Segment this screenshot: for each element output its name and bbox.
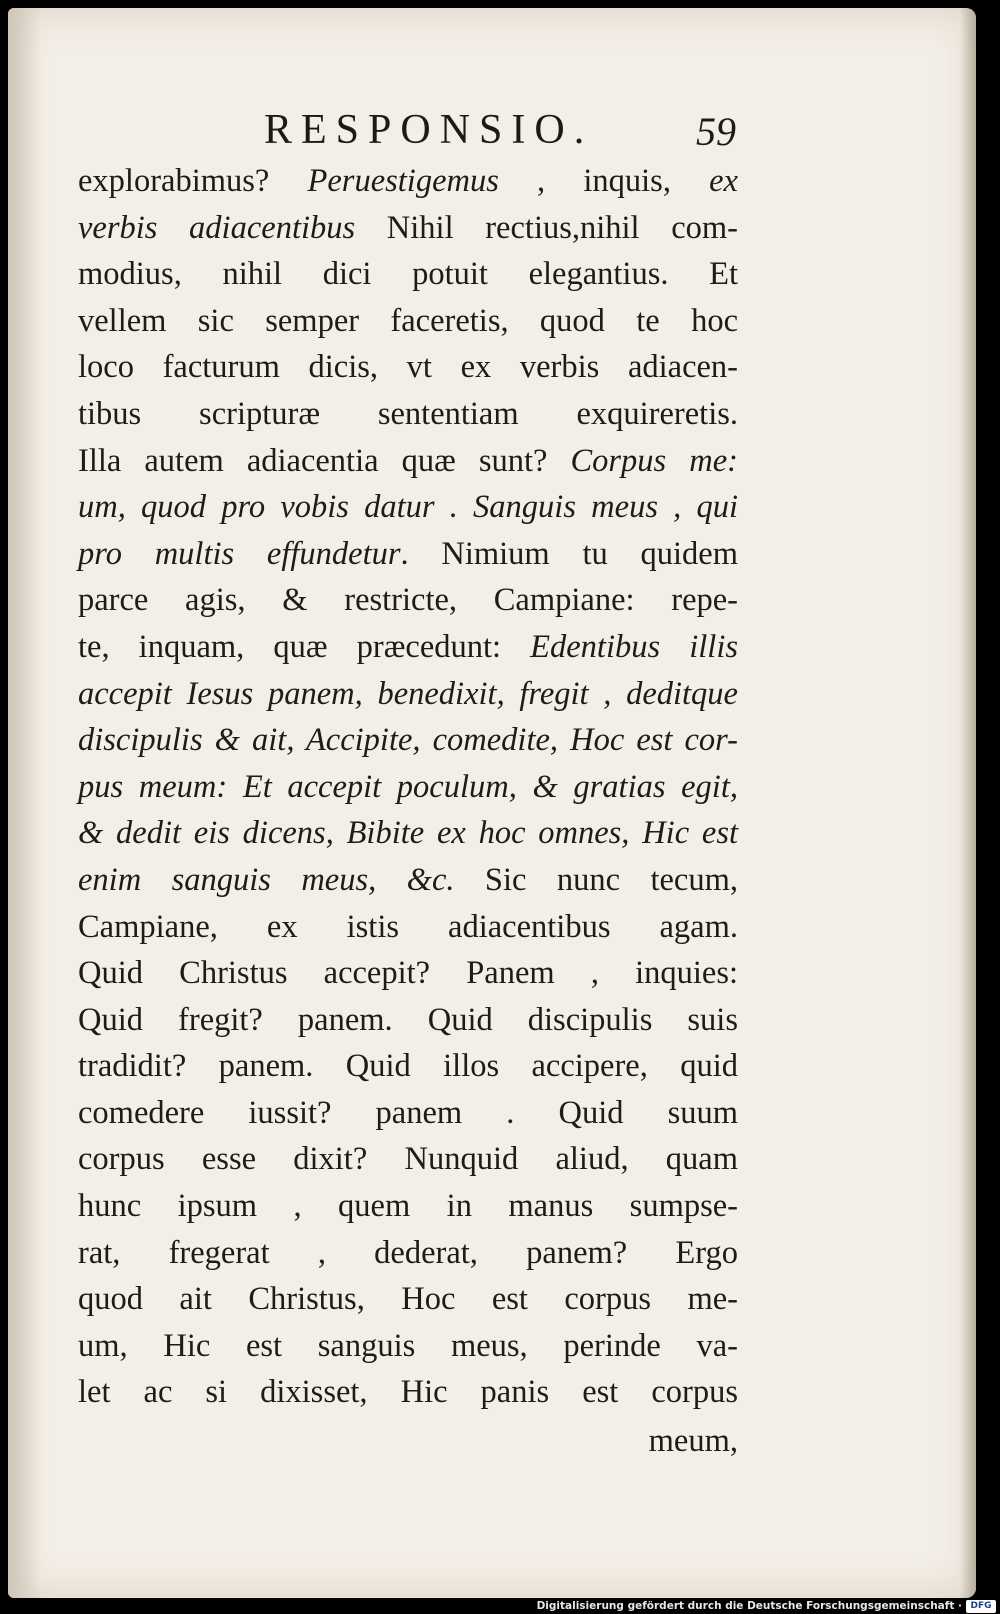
text-segment: . Nimium tu quidem <box>400 535 738 572</box>
text-line <box>78 624 738 671</box>
text-line <box>78 904 738 951</box>
text-line <box>78 810 738 857</box>
page-fore-edge <box>960 8 976 1598</box>
text-line <box>78 531 738 578</box>
italic-text-segment: & dedit eis dicens, Bibite ex hoc omnes, Hic est <box>78 815 738 852</box>
text-segment: let ac si dixisset, Hic panis est corpus <box>78 1374 738 1411</box>
digitization-note: Digitalisierung gefördert durch die Deutsche Forschungsgemeinschaft · <box>536 1600 962 1612</box>
text-line <box>78 764 738 811</box>
dfg-logo: DFG <box>966 1600 996 1613</box>
italic-text-segment: pus meum: Et accepit poculum, & gratias egit, <box>78 768 738 805</box>
page-header <box>8 104 976 156</box>
italic-text-segment: Corpus me: <box>570 442 738 479</box>
text-line <box>78 671 738 718</box>
text-line <box>78 717 738 764</box>
text-line <box>78 950 738 997</box>
text-line <box>78 484 738 531</box>
text-segment: quod ait Christus, Hoc est corpus me- <box>78 1281 738 1318</box>
text-segment: Nihil rectius,nihil com- <box>355 209 738 246</box>
text-segment: um, Hic est sanguis meus, perinde va- <box>78 1327 738 1364</box>
italic-text-segment: discipulis & ait, Accipite, comedite, Hoc est cor- <box>78 722 738 759</box>
text-segment: hunc ipsum , quem in manus sumpse- <box>78 1188 738 1225</box>
text-line <box>78 158 738 205</box>
text-segment: Quid Christus accepit? Panem , inquies: <box>78 955 738 992</box>
italic-text-segment: accepit Iesus panem, benedixit, fregit , deditque <box>78 675 738 712</box>
text-segment: tibus scripturæ sententiam exquireretis. <box>78 395 738 432</box>
text-segment: Quid fregit? panem. Quid discipulis suis <box>78 1001 738 1038</box>
text-segment: Sic nunc tecum, <box>454 861 738 898</box>
catchword: meum, <box>648 1423 738 1459</box>
text-line <box>78 438 738 485</box>
text-line <box>78 1230 738 1277</box>
text-segment: Campiane, ex istis adiacentibus agam. <box>78 908 738 945</box>
text-line <box>78 1136 738 1183</box>
text-line <box>78 1323 738 1370</box>
text-line <box>78 997 738 1044</box>
text-segment: loco facturum dicis, vt ex verbis adiacen- <box>78 349 738 386</box>
digitization-footer <box>0 1598 1000 1614</box>
italic-text-segment: pro multis effundetur <box>78 535 401 572</box>
italic-text-segment: Peruestigemus <box>307 163 499 199</box>
italic-text-segment: Edentibus illis <box>530 628 738 665</box>
text-line <box>78 857 738 904</box>
text-line <box>78 1090 738 1137</box>
text-segment: tradidit? panem. Quid illos accipere, quid <box>78 1048 738 1085</box>
text-line <box>78 205 738 252</box>
text-segment: corpus esse dixit? Nunquid aliud, quam <box>78 1141 738 1178</box>
text-line <box>78 577 738 624</box>
text-line <box>78 344 738 391</box>
text-segment: te, inquam, quæ præcedunt: <box>78 628 531 665</box>
text-line <box>78 298 738 345</box>
text-segment: rat, fregerat , dederat, panem? Ergo <box>78 1234 738 1271</box>
text-line <box>78 1043 738 1090</box>
text-line <box>78 1369 738 1416</box>
italic-text-segment: ex <box>709 163 738 199</box>
text-segment: Illa autem adiacentia quæ sunt? <box>78 442 571 479</box>
italic-text-segment: enim sanguis meus, &c. <box>78 861 455 898</box>
italic-text-segment: verbis adiacentibus <box>78 209 356 246</box>
text-line <box>78 1276 738 1323</box>
text-segment: comedere iussit? panem . Quid suum <box>78 1094 738 1131</box>
text-segment: , inquis, <box>498 163 710 199</box>
text-segment: explorabimus? <box>78 163 308 199</box>
text-line <box>78 391 738 438</box>
running-head: RESPONSIO. <box>264 107 594 153</box>
text-segment: parce agis, & restricte, Campiane: repe- <box>78 582 738 619</box>
page-gutter-shadow <box>8 8 42 1598</box>
page-number: 59 <box>696 109 736 154</box>
text-line <box>78 1183 738 1230</box>
text-line <box>78 251 738 298</box>
body-text <box>78 158 738 1416</box>
italic-text-segment: um, quod pro vobis datur . Sanguis meus , qui <box>78 489 738 526</box>
text-segment: modius, nihil dici potuit elegantius. Et <box>78 256 738 293</box>
text-segment: vellem sic semper faceretis, quod te hoc <box>78 302 738 339</box>
book-page <box>8 8 976 1598</box>
